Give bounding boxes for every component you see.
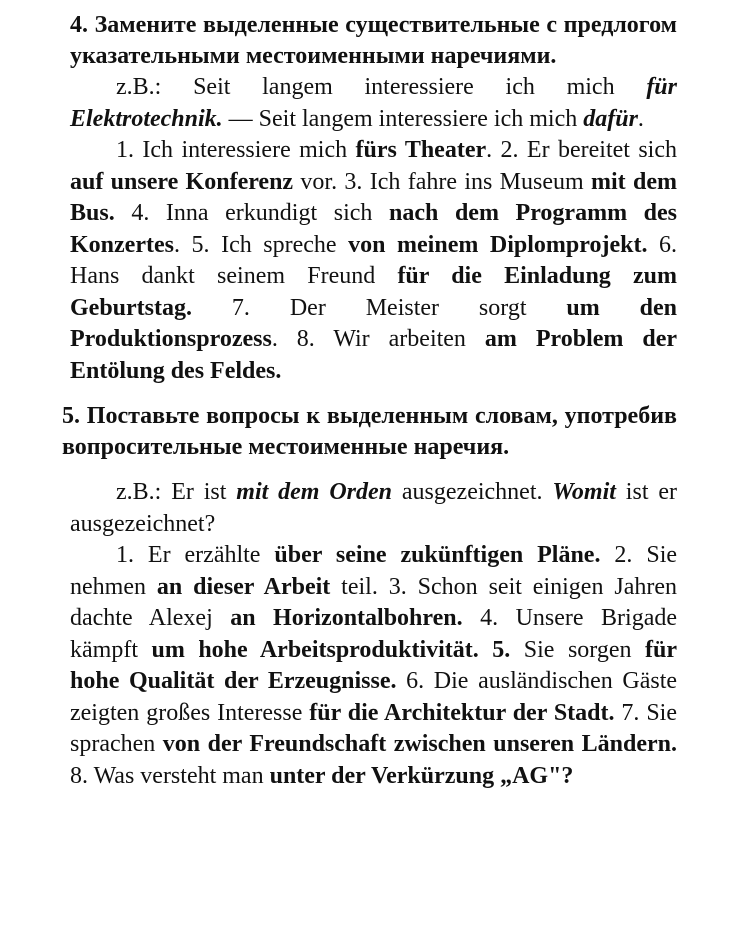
sentence-text <box>397 668 407 694</box>
sentence-text: 6. Die ausländischen Gäste zeigten großes Interesse <box>70 668 678 726</box>
example-text: — Seit langem interessiere ich mich <box>222 105 584 132</box>
example-text: ausgezeichnet. <box>392 479 553 505</box>
sentence-highlight: nach dem Programm des Konzertes <box>70 200 677 258</box>
sentence-text <box>192 295 232 321</box>
example-text: ist er ausgezeichnet? <box>70 479 678 537</box>
exercise-4-heading: 4. Замените выделенные существительные с предлогом указательными местоименными наречиями. <box>70 12 677 69</box>
sentence-text <box>463 605 480 631</box>
sentence-text: 3. Schon seit einigen Jahren dachte Alexej <box>70 573 678 631</box>
exercise-4 <box>70 10 677 387</box>
sentence-highlight: am Problem der Entölung des Feldes. <box>70 326 678 384</box>
sentence-highlight: von der Freundschaft zwischen unseren Ländern. <box>162 731 678 757</box>
example-text: z.B.: Seit langem interessiere ich mich <box>116 74 647 100</box>
sentence-text: 8. Was versteht man <box>70 762 270 789</box>
example-answer: dafür <box>583 105 638 132</box>
sentence-text: Sie sorgen <box>523 636 646 663</box>
sentence-highlight: um hohe Arbeitsproduktivität. 5. <box>151 636 511 663</box>
exercise-4-sentences <box>70 135 677 387</box>
exercise-5 <box>62 401 678 792</box>
sentence-text <box>115 200 132 226</box>
exercise-4-example <box>70 72 677 135</box>
example-highlight: mit dem Orden <box>236 479 393 505</box>
sentence-text: 7. Der Meister sorgt <box>231 294 567 321</box>
exercise-5-example <box>70 477 677 540</box>
exercise-5-heading: 5. Поставьте вопросы к выделенным словам, употребив вопросительные местоименные наречия. <box>62 403 677 460</box>
sentence-text: 1. Ich interessiere mich <box>116 137 356 163</box>
sentence-text: 4. Unsere Brigade kämpft <box>70 605 677 663</box>
sentence-text: . <box>173 231 192 258</box>
sentence-text <box>510 637 524 663</box>
sentence-text: 3. Ich fahre ins Museum <box>344 168 592 195</box>
textbook-page <box>62 10 678 792</box>
sentence-highlight: mit dem Bus. <box>70 168 677 226</box>
sentence-highlight: an dieser Arbeit <box>156 573 331 600</box>
sentence-highlight: um den Produktionsprozess <box>70 294 678 352</box>
sentence-text <box>647 232 659 258</box>
example-text: . <box>637 105 644 132</box>
sentence-text: teil. <box>330 573 389 600</box>
sentence-text: 5. Ich spreche <box>191 231 349 258</box>
sentence-highlight: für die Architektur der Stadt. <box>309 699 615 726</box>
sentence-text: vor. <box>293 168 345 195</box>
sentence-highlight: auf unsere Konferenz <box>70 168 294 195</box>
sentence-highlight: von meinem Diplomprojekt. <box>348 231 648 258</box>
sentence-text: . <box>271 326 297 352</box>
sentence-highlight: für die Einladung zum Geburtstag. <box>70 263 677 321</box>
sentence-highlight: unter der Verkürzung „AG"? <box>269 762 574 789</box>
sentence-text: 6. Hans dankt seinem Freund <box>70 231 678 289</box>
sentence-text: . <box>486 137 501 163</box>
sentence-highlight: an Horizontalbohren. <box>230 605 463 631</box>
sentence-text: 2. Sie nehmen <box>70 542 678 600</box>
sentence-text: 1. Er erzählte <box>116 542 275 568</box>
sentence-text: 7. Sie sprachen <box>70 699 677 757</box>
sentence-text: 8. Wir arbeiten <box>296 326 485 352</box>
sentence-highlight: fürs Theater <box>355 137 487 163</box>
sentence-text: 4. Inna erkundigt sich <box>131 200 389 226</box>
sentence-text <box>600 542 614 568</box>
example-highlight: für Elektrotechnik. <box>70 74 677 132</box>
example-text: z.B.: Er ist <box>116 479 237 505</box>
example-answer: Womit <box>552 479 616 505</box>
sentence-highlight: für hohe Qualität der Erzeugnisse. <box>70 636 678 694</box>
exercise-5-sentences <box>70 540 677 792</box>
sentence-text: 2. Er bereitet sich <box>500 137 678 163</box>
sentence-highlight: über seine zukünftigen Pläne. <box>274 542 601 568</box>
